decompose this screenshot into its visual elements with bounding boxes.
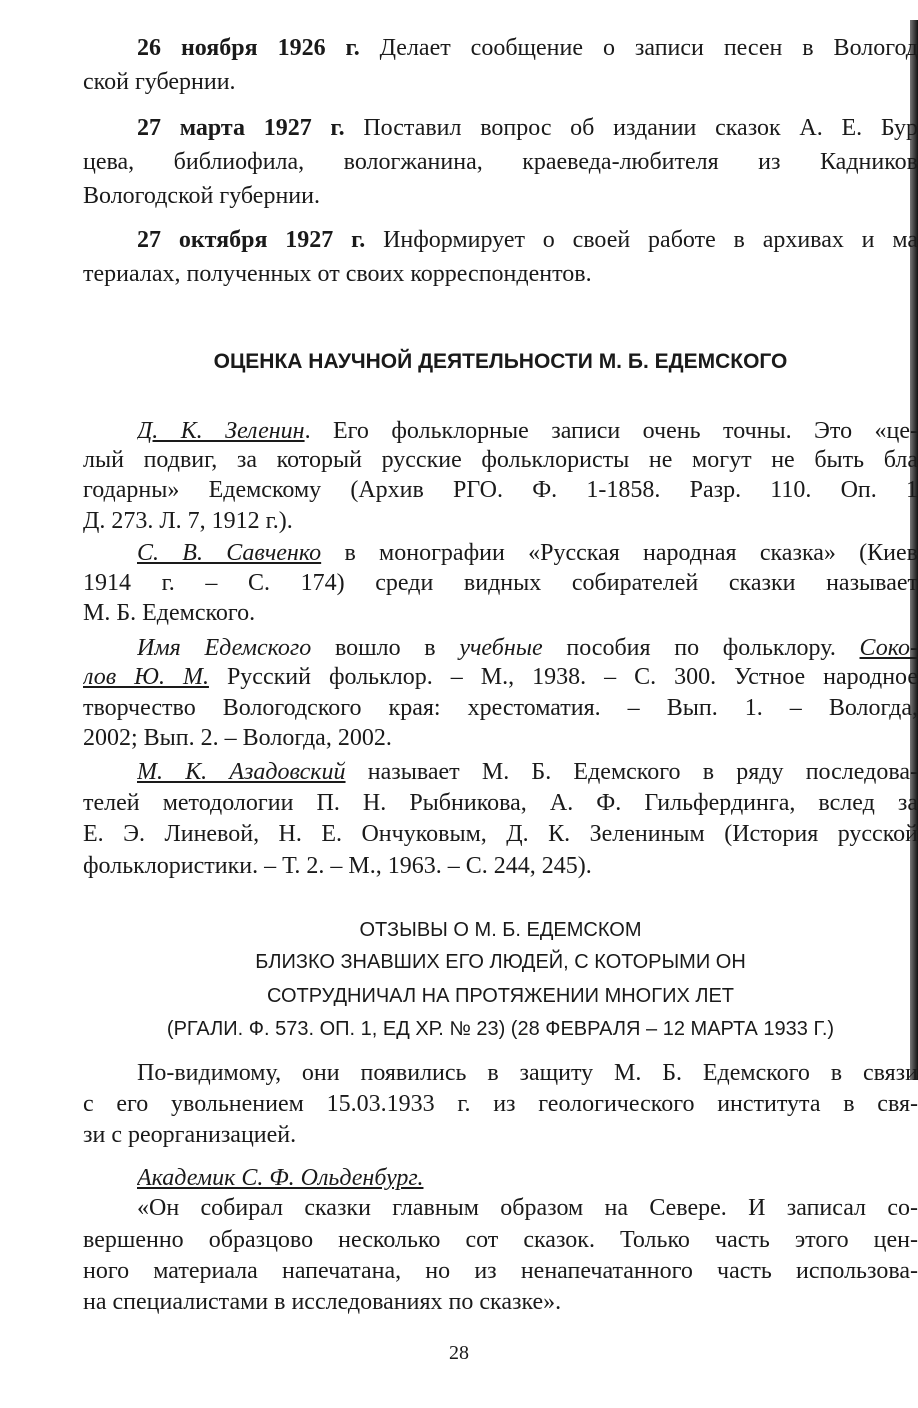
savchenko-line bbox=[83, 567, 918, 599]
body-text: 2002; Вып. 2. – Вологда, 2002. bbox=[83, 725, 392, 751]
section-heading: ОЦЕНКА НАУЧНОЙ ДЕЯТЕЛЬНОСТИ М. Б. ЕДЕМСКОГО bbox=[213, 350, 788, 373]
body-text: вошло в bbox=[311, 635, 460, 661]
oldenburg-name-line bbox=[137, 1162, 918, 1194]
emphasis-text: Имя Едемского bbox=[137, 635, 312, 661]
body-text: Информирует о своей работе в архивах и ма bbox=[365, 227, 918, 253]
body-text: По-видимому, они появились в защиту М. Б. Едемского в связи bbox=[137, 1060, 918, 1086]
body-text: пособия по фольклору. bbox=[542, 635, 860, 661]
body-text: М. Б. Едемского. bbox=[83, 600, 256, 626]
oldenburg-quote-line bbox=[137, 1192, 918, 1224]
section-heading: ОТЗЫВЫ О М. Б. ЕДЕМСКОМ bbox=[359, 919, 642, 941]
body-text: ного материала напечатана, но из ненапечатанного часть использова- bbox=[83, 1258, 918, 1284]
entry-1926-11-26-line bbox=[83, 66, 918, 98]
author-reference: лов Ю. М. bbox=[83, 664, 209, 690]
author-reference: Соко- bbox=[859, 635, 918, 661]
textbooks-line bbox=[83, 661, 918, 693]
intro-line bbox=[83, 1088, 918, 1120]
body-text: фольклористики. – Т. 2. – М., 1963. – С. 244, 245). bbox=[83, 853, 592, 879]
body-text: называет М. Б. Едемского в ряду последова- bbox=[345, 759, 918, 785]
body-text: Д. 273. Л. 7, 1912 г.). bbox=[83, 508, 293, 534]
body-text: Делает сообщение о записи песен в Вологод bbox=[359, 35, 918, 61]
textbooks-line bbox=[83, 722, 918, 754]
zelenin-line bbox=[83, 474, 918, 506]
textbooks-line bbox=[137, 632, 918, 664]
author-reference: Д. К. Зеленин bbox=[137, 418, 305, 444]
author-reference: С. В. Савченко bbox=[137, 540, 322, 566]
entry-1927-10-27-line bbox=[83, 258, 918, 290]
date-label: 27 октября 1927 г. bbox=[137, 227, 366, 253]
body-text: 1914 г. – С. 174) среди видных собирателей сказки называет bbox=[83, 570, 918, 596]
zelenin-line bbox=[83, 505, 918, 537]
savchenko-line bbox=[83, 597, 918, 629]
zelenin-line bbox=[83, 444, 918, 476]
author-reference: М. К. Азадовский bbox=[137, 759, 346, 785]
entry-1927-03-27-line bbox=[83, 180, 918, 212]
body-text: зи с реорганизацией. bbox=[83, 1122, 297, 1148]
body-text: вершенно образцово несколько сот сказок. Только часть этого цен- bbox=[83, 1227, 918, 1253]
entry-1927-03-27-line bbox=[137, 112, 918, 144]
body-text: телей методологии П. Н. Рыбникова, А. Ф. Гильфердинга, вслед за bbox=[83, 790, 918, 816]
body-text: «Он собирал сказки главным образом на Севере. И записал со- bbox=[137, 1195, 918, 1221]
azadovsky-line bbox=[137, 756, 918, 788]
body-text: Русский фольклор. – М., 1938. – С. 300. Устное народное bbox=[208, 664, 918, 690]
azadovsky-line bbox=[83, 787, 918, 819]
entry-1927-10-27-line bbox=[137, 224, 918, 256]
body-text: творчество Вологодского края: хрестоматия. – Вып. 1. – Вологда, bbox=[83, 695, 918, 721]
intro-line bbox=[83, 1119, 918, 1151]
entry-1927-03-27-line bbox=[83, 146, 918, 178]
body-text: цева, библиофила, вологжанина, краеведа-любителя из Кадников bbox=[83, 149, 918, 175]
author-reference: Академик С. Ф. Ольденбург. bbox=[137, 1165, 424, 1191]
date-label: 27 марта 1927 г. bbox=[137, 115, 345, 141]
textbooks-line bbox=[83, 692, 918, 724]
body-text: в монографии «Русская народная сказка» (Киев bbox=[321, 540, 918, 566]
section-heading: (РГАЛИ. Ф. 573. ОП. 1, ЕД ХР. № 23) (28 ФЕВРАЛЯ – 12 МАРТА 1933 Г.) bbox=[166, 1018, 835, 1040]
oldenburg-quote-line bbox=[83, 1286, 918, 1318]
body-text: . Его фольклорные записи очень точны. Это «це- bbox=[304, 418, 918, 444]
zelenin-line bbox=[137, 415, 918, 447]
body-text: Поставил вопрос об издании сказок А. Е. Бур bbox=[344, 115, 918, 141]
emphasis-text: учебные bbox=[459, 635, 543, 661]
intro-line bbox=[137, 1057, 918, 1089]
body-text: ской губернии. bbox=[83, 69, 236, 95]
date-label: 26 ноября 1926 г. bbox=[137, 35, 360, 61]
savchenko-line bbox=[137, 537, 918, 569]
azadovsky-line bbox=[83, 818, 918, 850]
entry-1926-11-26-line bbox=[137, 32, 918, 64]
body-text: годарны» Едемскому (Архив РГО. Ф. 1-1858. Разр. 110. Оп. 1 bbox=[83, 477, 918, 503]
oldenburg-quote-line bbox=[83, 1255, 918, 1287]
body-text: с его увольнением 15.03.1933 г. из геологического института в свя- bbox=[83, 1091, 918, 1117]
body-text: Е. Э. Линевой, Н. Е. Ончуковым, Д. К. Зелениным (История русской bbox=[83, 821, 918, 847]
section-heading: БЛИЗКО ЗНАВШИХ ЕГО ЛЮДЕЙ, С КОТОРЫМИ ОН bbox=[255, 951, 746, 973]
azadovsky-line bbox=[83, 850, 918, 882]
page-number: 28 bbox=[449, 1342, 469, 1364]
body-text: лый подвиг, за который русские фольклористы не могут не быть бла bbox=[83, 447, 918, 473]
body-text: на специалистами в исследованиях по сказке». bbox=[83, 1289, 562, 1315]
body-text: Вологодской губернии. bbox=[83, 183, 320, 209]
section-heading: СОТРУДНИЧАЛ НА ПРОТЯЖЕНИИ МНОГИХ ЛЕТ bbox=[266, 985, 735, 1007]
oldenburg-quote-line bbox=[83, 1224, 918, 1256]
body-text: териалах, полученных от своих корреспондентов. bbox=[83, 261, 592, 287]
